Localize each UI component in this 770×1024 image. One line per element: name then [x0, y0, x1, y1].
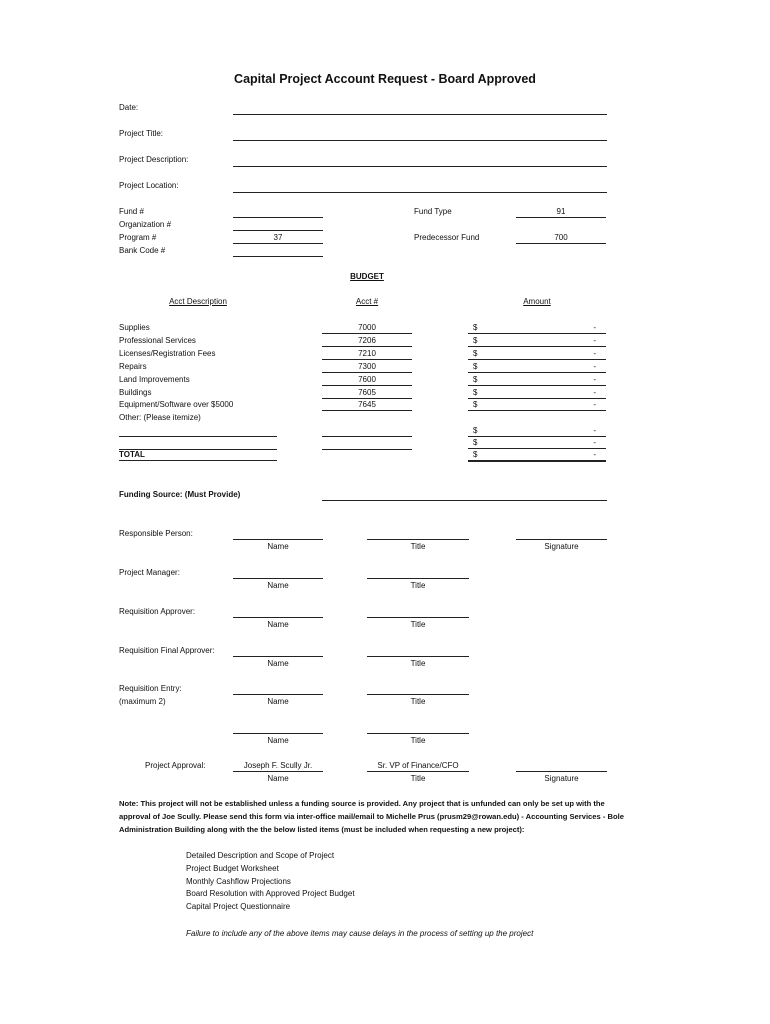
amount-underline — [468, 385, 606, 386]
fund-label: Fund # — [119, 207, 144, 216]
acct-underline — [322, 372, 412, 373]
required-item: Monthly Cashflow Projections — [186, 877, 291, 886]
project-approval-title-field — [367, 771, 469, 772]
total-label: TOTAL — [119, 450, 145, 459]
budget-row-amount[interactable]: - — [593, 375, 596, 384]
budget-row-desc: Buildings — [119, 388, 152, 397]
budget-row-acct: 7000 — [358, 323, 376, 332]
requisition-approver-label: Requisition Approver: — [119, 607, 196, 616]
responsible-person-signature-field[interactable] — [516, 539, 607, 540]
required-item: Capital Project Questionnaire — [186, 902, 291, 911]
total-double-underline — [468, 460, 606, 462]
total-currency: $ — [473, 450, 478, 459]
budget-row-amount[interactable]: - — [593, 388, 596, 397]
budget-row-desc: Repairs — [119, 362, 147, 371]
name-caption: Name — [267, 659, 289, 668]
budget-row-currency: $ — [473, 388, 478, 397]
requisition-entry-1-title-field[interactable] — [367, 694, 469, 695]
requisition-entry-1-name-field[interactable] — [233, 694, 323, 695]
amount-underline — [468, 333, 606, 334]
budget-row-currency: $ — [473, 362, 478, 371]
project-approval-title: Sr. VP of Finance/CFO — [377, 761, 459, 770]
budget-row-acct: 7210 — [358, 349, 376, 358]
project-approval-name-field — [233, 771, 323, 772]
project-manager-name-field[interactable] — [233, 578, 323, 579]
title-caption: Title — [410, 581, 426, 590]
acct-underline — [322, 359, 412, 360]
amount-underline — [468, 359, 606, 360]
predecessor-fund-label: Predecessor Fund — [414, 233, 480, 242]
budget-row-desc: Professional Services — [119, 336, 196, 345]
budget-row-amount[interactable]: - — [593, 400, 596, 409]
requisition-entry-2-title-field[interactable] — [367, 733, 469, 734]
signature-caption: Signature — [544, 774, 579, 783]
total-amount: - — [593, 450, 596, 459]
project-title-label: Project Title: — [119, 129, 164, 138]
date-field[interactable] — [233, 114, 607, 115]
amount-underline — [468, 372, 606, 373]
form-title: Capital Project Account Request - Board Approved — [234, 72, 536, 86]
name-caption: Name — [267, 774, 289, 783]
funding-source-field[interactable] — [322, 500, 607, 501]
project-location-label: Project Location: — [119, 181, 179, 190]
amount-underline — [468, 398, 606, 399]
budget-row-currency: $ — [473, 375, 478, 384]
fund-type-field — [516, 217, 606, 218]
requisition-approver-name-field[interactable] — [233, 617, 323, 618]
program-field — [233, 243, 323, 244]
title-caption: Title — [410, 620, 426, 629]
budget-row-amount[interactable]: - — [593, 323, 596, 332]
project-title-field[interactable] — [233, 140, 607, 141]
project-location-field[interactable] — [233, 192, 607, 193]
project-manager-title-field[interactable] — [367, 578, 469, 579]
submission-note: Note: This project will not be established unless a funding source is provided. Any project that is unfunded can only be set up with the approval of Joe Scully. Please send this form via inter-office mail/email to Michelle Prus (prusm29@rowan.edu) - Accounting Services - Bole Administration Building along with the the below listed items (must be included when requesting a new project): — [119, 799, 624, 834]
other-acct-field[interactable] — [322, 436, 412, 437]
budget-row-desc: Land Improvements — [119, 375, 190, 384]
program-value[interactable]: 37 — [273, 233, 283, 242]
project-approval-label: Project Approval: — [145, 761, 206, 770]
budget-row-acct: 7645 — [358, 400, 376, 409]
name-caption: Name — [267, 581, 289, 590]
budget-row-desc: Supplies — [119, 323, 150, 332]
fund-field[interactable] — [233, 217, 323, 218]
requisition-entry-2-name-field[interactable] — [233, 733, 323, 734]
budget-row-acct: 7300 — [358, 362, 376, 371]
budget-row-currency: $ — [473, 349, 478, 358]
other-row-amount[interactable]: - — [593, 426, 596, 435]
amount-underline — [468, 448, 606, 449]
amount-underline — [468, 410, 606, 411]
fund-type-label: Fund Type — [414, 207, 452, 216]
total-label-underline — [119, 460, 277, 461]
title-caption: Title — [410, 697, 426, 706]
budget-row-amount[interactable]: - — [593, 336, 596, 345]
budget-row-amount[interactable]: - — [593, 349, 596, 358]
title-caption: Title — [410, 736, 426, 745]
project-approval-signature-field[interactable] — [516, 771, 607, 772]
requisition-entry-label: Requisition Entry: — [119, 684, 182, 693]
project-description-field[interactable] — [233, 166, 607, 167]
name-caption: Name — [267, 542, 289, 551]
budget-heading: BUDGET — [350, 272, 384, 281]
requisition-final-approver-title-field[interactable] — [367, 656, 469, 657]
name-caption: Name — [267, 697, 289, 706]
amount-underline — [468, 436, 606, 437]
signature-caption: Signature — [544, 542, 579, 551]
other-row-currency: $ — [473, 438, 478, 447]
budget-row-acct: 7206 — [358, 336, 376, 345]
bank-code-label: Bank Code # — [119, 246, 166, 255]
budget-row-desc: Licenses/Registration Fees — [119, 349, 216, 358]
organization-label: Organization # — [119, 220, 172, 229]
project-description-label: Project Description: — [119, 155, 189, 164]
organization-field[interactable] — [233, 230, 323, 231]
required-item: Board Resolution with Approved Project Budget — [186, 889, 355, 898]
budget-row-amount[interactable]: - — [593, 362, 596, 371]
name-caption: Name — [267, 620, 289, 629]
title-caption: Title — [410, 542, 426, 551]
acct-underline — [322, 398, 412, 399]
funding-source-label: Funding Source: (Must Provide) — [119, 490, 241, 499]
budget-row-currency: $ — [473, 323, 478, 332]
requisition-final-approver-label: Requisition Final Approver: — [119, 646, 215, 655]
acct-underline — [322, 410, 412, 411]
budget-row-currency: $ — [473, 400, 478, 409]
requisition-approver-title-field[interactable] — [367, 617, 469, 618]
acct-underline — [322, 385, 412, 386]
footer-warning: Failure to include any of the above items may cause delays in the process of setting up the project — [186, 929, 534, 938]
requisition-final-approver-name-field[interactable] — [233, 656, 323, 657]
predecessor-fund-field — [516, 243, 606, 244]
other-acct-field[interactable] — [322, 449, 412, 450]
program-label: Program # — [119, 233, 157, 242]
col-amount: Amount — [523, 297, 551, 306]
other-desc-field[interactable] — [119, 436, 277, 437]
budget-row-currency: $ — [473, 336, 478, 345]
date-label: Date: — [119, 103, 139, 112]
title-caption: Title — [410, 659, 426, 668]
predecessor-fund-value[interactable]: 700 — [554, 233, 568, 242]
bank-code-field[interactable] — [233, 256, 323, 257]
col-acct-number: Acct # — [355, 297, 379, 306]
amount-underline — [468, 346, 606, 347]
col-acct-description: Acct Description — [169, 297, 227, 306]
budget-row-acct: 7600 — [358, 375, 376, 384]
acct-underline — [322, 346, 412, 347]
required-item: Project Budget Worksheet — [186, 864, 279, 873]
title-caption: Title — [410, 774, 426, 783]
budget-row-acct: 7605 — [358, 388, 376, 397]
responsible-person-name-field[interactable] — [233, 539, 323, 540]
required-item: Detailed Description and Scope of Project — [186, 851, 335, 860]
project-manager-label: Project Manager: — [119, 568, 180, 577]
other-row-currency: $ — [473, 426, 478, 435]
other-itemize-label: Other: (Please itemize) — [119, 413, 201, 422]
project-approval-name: Joseph F. Scully Jr. — [243, 761, 313, 770]
other-row-amount[interactable]: - — [593, 438, 596, 447]
fund-type-value[interactable]: 91 — [556, 207, 566, 216]
name-caption: Name — [267, 736, 289, 745]
responsible-person-label: Responsible Person: — [119, 529, 193, 538]
acct-underline — [322, 333, 412, 334]
budget-row-desc: Equipment/Software over $5000 — [119, 400, 234, 409]
responsible-person-title-field[interactable] — [367, 539, 469, 540]
requisition-entry-max-label: (maximum 2) — [119, 697, 166, 706]
